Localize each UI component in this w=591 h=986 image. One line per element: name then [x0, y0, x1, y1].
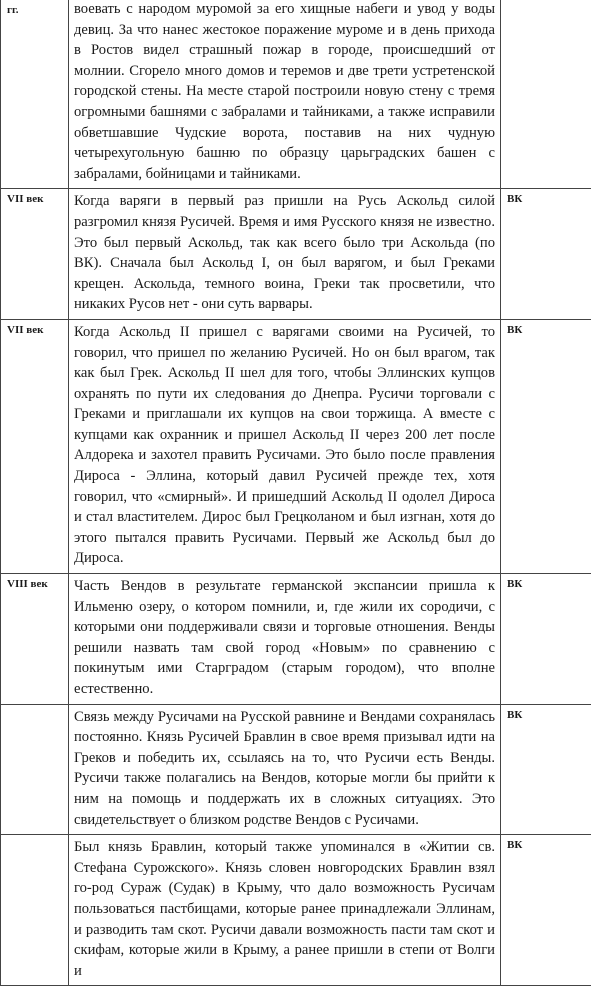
- text-cell: [69, 0, 501, 189]
- source-cell: ВК: [501, 189, 591, 320]
- table-row: [1, 574, 591, 705]
- paragraph: Был князь Бравлин, который также упоминался в «Житии св. Стефана Сурожского». Князь словен новгородских Бравлин взял го-род Сураж (Судак) в Крыму, что дало возможность Русичам пользоваться пастбищами, которые ранее принадлежали Эллинам, и разводить там скот. Русичи давали возможность пасти там скот и скифам, которые жили в Крыму, а ранее пришли в степи от Волги и: [74, 837, 495, 981]
- era-cell: VII век: [1, 319, 69, 573]
- text-cell: [69, 319, 501, 573]
- paragraph: воевать с народом муромой за его хищные набеги и увод у воды девиц. За что нанес жестокое поражение муроме и в день прихода в Ростов видел страшный пожар в городе, происшедший от молнии. Сгорело много домов и теремов и две трети устретенской городской стены. На месте старой построили новую стену с тремя огромными башнями с забралами и тайниками, а также исправили обветшавшие Чудские ворота, поставив на них чудную четырехугольную башню по образцу царьградских башен с забралами, бойницами и тайниками.: [74, 0, 495, 184]
- table-row: [1, 704, 591, 835]
- text-cell: [69, 835, 501, 986]
- source-cell: [501, 0, 591, 189]
- text-cell: [69, 189, 501, 320]
- table-row: [1, 189, 591, 320]
- era-cell: VIII век: [1, 574, 69, 705]
- text-cell: [69, 704, 501, 835]
- source-cell: ВК: [501, 704, 591, 835]
- source-cell: ВК: [501, 574, 591, 705]
- paragraph: Часть Вендов в результате германской экспансии пришла к Ильменю озеру, о котором помнили, и, где жили их сородичи, с которыми они поддерживали связи и торговые отношения. Венды решили назвать там свой город «Новым» по сравнению с покинутым ими Старградом (старым городом), что вполне естественно.: [74, 576, 495, 700]
- era-cell: [1, 835, 69, 986]
- table-row: [1, 319, 591, 573]
- paragraph: Когда Аскольд II пришел с варягами своими на Русичей, то говорил, что пришел по желанию Русичей. Но он был врагом, так как был Грек. Аскольд II шел для того, чтобы Эллинских купцов охранять по пути их следования до Днепра. Русичи торговали с Греками и приглашали их купцов на свои торжища. А вместе с купцами как охранник и пришел Аскольд II через 200 лет после Алдорека и захотел править Русичами. Это было после правления Дироса - Эллина, который давил Русичей прежде тех, хотя говорил, что «смирный». И пришедший Аскольд II одолел Дироса и стал властителем. Дирос был Грецколаном и был изгнан, хотя до этого пытался править Русичами. Первый же Аскольд был до Дироса.: [74, 322, 495, 569]
- source-cell: ВК: [501, 835, 591, 986]
- table-row: [1, 835, 591, 986]
- source-cell: ВК: [501, 319, 591, 573]
- table-row: [1, 0, 591, 189]
- era-cell: [1, 704, 69, 835]
- paragraph: Связь между Русичами на Русской равнине и Вендами сохранялась постоянно. Князь Русичей Бравлин в свое время призывал идти на Греков и победить их, ссылаясь на то, что Русичи есть Венды. Русичи также полагались на Вендов, которые могли бы прийти к ним на помощь и поддержать их в сложных ситуациях. Это свидетельствует о близком родстве Вендов с Русичами.: [74, 707, 495, 831]
- era-cell: гг.: [1, 0, 69, 189]
- era-cell: VII век: [1, 189, 69, 320]
- text-cell: [69, 574, 501, 705]
- paragraph: Когда варяги в первый раз пришли на Русь Аскольд силой разгромил князя Русичей. Время и имя Русского князя не известно. Это был первый Аскольд, так как всего было три Аскольда (по ВК). Сначала был Аскольд I, он был варягом, и был Греками крещен. Аскольда, темного воина, Греки так просветили, что никаких Русов нет - они суть варвары.: [74, 191, 495, 315]
